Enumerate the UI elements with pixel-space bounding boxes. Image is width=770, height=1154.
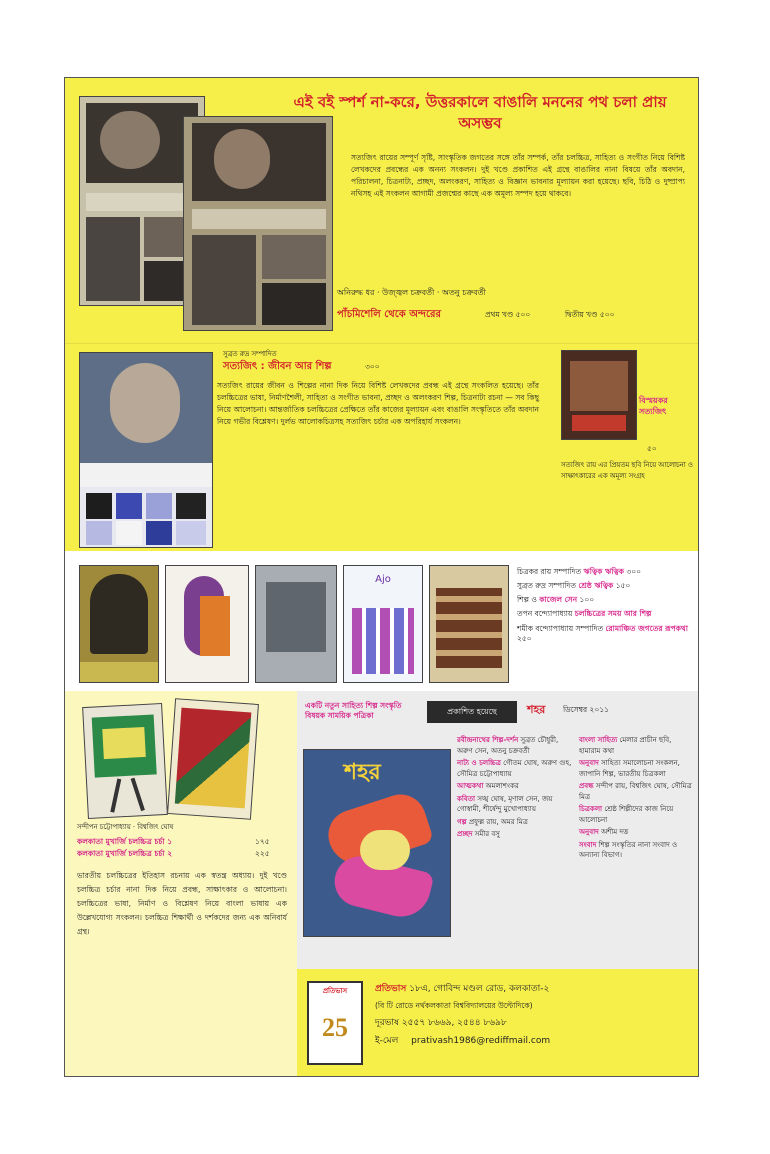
- email-label: ই-মেল: [375, 1036, 399, 1046]
- contents-heading: চিত্রকলা: [579, 805, 603, 813]
- ad5-magazine-name: শহর: [527, 703, 546, 716]
- ad4-price-one: ১৭৫: [255, 837, 270, 846]
- ad2-side-price: ৫০: [647, 444, 657, 453]
- list-item: [579, 758, 693, 779]
- contents-text: সুব্রত চৌধুরী, অরুণ সেন, অতনু চক্রবর্তী: [457, 736, 559, 755]
- email-link[interactable]: prativash1986@rediffmail.com: [411, 1036, 551, 1046]
- ad4-price-two: ২২৫: [255, 849, 270, 858]
- book-list-title: শ্রেষ্ঠ ঋত্বিক: [578, 581, 614, 591]
- publisher-name-text: প্রতিভাস: [375, 984, 407, 994]
- ad2-body: সত্যজিৎ রায়ের জীবন ও শিল্পের নানা দিক নিয়ে বিশিষ্ট লেখকদের প্রবন্ধ এই গ্রন্থে সংকলিত হয়েছে। তাঁর চলচ্চিত্রের ভাষা, নির্মাণশৈলী, সাহিত্য ও সংগীত ভাবনা, প্রচ্ছদ ও অলংকরণ শিল্প, চিত্রনাট্য রচনা — সব কিছু নিয়ে আলোচনা। আন্তর্জাতিক চলচ্চিত্রের প্রেক্ষিতে তাঁর কাজের মূল্যায়ন এবং বাঙালি সংস্কৃতিতে তাঁর অবদান নিয়ে গভীর বিশ্লেষণ। দুর্লভ আলোকচিত্রসহ সত্যজিৎ চর্চার এক অপরিহার্য সংকলন।: [217, 381, 539, 426]
- publisher-logo: [307, 981, 363, 1065]
- book-cover-bismoykor-satyajit: [561, 350, 637, 440]
- publisher-footer: [297, 969, 698, 1076]
- book-list-label: শিল্প ও: [517, 595, 537, 605]
- ad-chalachitra-charcha: [65, 691, 297, 1076]
- contents-heading: প্রচ্ছদ: [457, 830, 473, 838]
- ad5-badge: প্রকাশিত হয়েছে: [427, 701, 517, 723]
- contents-heading: নাট্য ও চলচ্চিত্র: [457, 759, 501, 767]
- ad1-headline: এই বই স্পর্শ না-করে, উত্তরকালে বাঙালি মননের পথ চলা প্রায় অসম্ভব: [293, 93, 667, 132]
- ad1-book-title: পাঁচমিশেলি থেকে অন্দরের: [337, 309, 441, 320]
- ad2-title: সত্যজিৎ : জীবন আর শিল্প: [223, 361, 332, 372]
- list-item: [517, 595, 693, 605]
- book-cover-charcha-one: [82, 703, 168, 819]
- book-list-price: ১০০: [579, 595, 595, 605]
- book-list-title: রোমাঞ্চিত জগতের রূপকথা: [605, 623, 688, 633]
- contents-text: সঙ্খ ঘোষ, মৃণাল সেন, জয় গোস্বামী, শীর্ষেন্দু মুখোপাধ্যায়: [457, 794, 553, 813]
- contents-text: সমীর বসু: [474, 830, 500, 838]
- ad1-volume-one-price: প্রথম খণ্ড ৫০০: [485, 310, 531, 319]
- list-item: [457, 781, 573, 792]
- book-cover-charcha-two: [167, 698, 259, 820]
- list-item: [457, 794, 573, 815]
- contents-text: অমলাশংকর: [485, 782, 519, 790]
- ad4-author-line: সন্দীপন চট্টোপাধ্যায় · বিশ্বজিৎ ঘোষ: [77, 823, 174, 831]
- ad2-price: ৩০০: [365, 362, 380, 371]
- publisher-landmark: (বি টি রোডে নর্থকলকাতা বিশ্ববিদ্যালয়ের উল্টোদিকে): [375, 1001, 533, 1010]
- list-item: [579, 735, 693, 756]
- book-list-label: শমীক বন্দ্যোপাধ্যায় সম্পাদিত: [517, 623, 604, 633]
- list-item: [517, 581, 693, 591]
- ad5-tagline: একটি নতুন সাহিত্য শিল্প সংস্কৃতি বিষয়ক সাময়িক পত্রিকা: [305, 701, 402, 721]
- ad5-contents-col2: [579, 735, 693, 863]
- list-item: [579, 827, 693, 838]
- list-item: [517, 609, 693, 619]
- ad2-side-title: বিস্ময়কর সত্যজিৎ: [639, 396, 668, 416]
- contents-heading: কবিতা: [457, 794, 476, 803]
- list-item: [579, 804, 693, 825]
- contents-text: শিল্প সংস্কৃতির নানা সংবাদ ও অন্যান্য বিভাগ।: [579, 840, 678, 859]
- contents-heading: গল্প: [457, 817, 467, 826]
- list-item: [517, 624, 693, 644]
- contents-text: গৌতম ঘোষ, অরুণ গুহ, সৌমিত্র চট্টোপাধ্যায়: [457, 759, 572, 778]
- ad-satyajit-volumes: [65, 78, 698, 343]
- book-list-price: ৩০০: [626, 567, 642, 576]
- contents-text: মেলার প্রাচীন ছবি, হামারাম কথা: [579, 736, 672, 755]
- magazine-cover-shahar: [303, 749, 451, 937]
- ad5-contents-col1: [457, 735, 573, 842]
- book-list-price: ২৫০: [517, 633, 532, 643]
- ad5-issue-date: ডিসেম্বর ২০১১: [563, 705, 610, 714]
- contents-text: প্রফুল্ল রায়, অমর মিত্র: [468, 817, 528, 826]
- list-item: [579, 781, 693, 802]
- contents-heading: সংবাদ: [579, 840, 597, 849]
- logo-text: প্রতিভাস: [322, 987, 348, 995]
- ad1-editors: অনিরুদ্ধ ধর · উজ্জ্বল চক্রবর্তী · অতনু চক্রবর্তী: [337, 288, 486, 297]
- contents-text: শ্রেষ্ঠ শিল্পীদের কাজ নিয়ে আলোচনা: [579, 805, 674, 824]
- book-list-label: চিত্রকর রায় সম্পাদিত: [517, 567, 582, 576]
- list-item: [517, 567, 693, 577]
- ad4-line-one: কলকাতা মুখার্জি চলচ্চিত্র চর্চা ১: [77, 837, 173, 846]
- ad3-book-list: [517, 567, 693, 648]
- contents-heading: আত্মকথা: [457, 782, 484, 790]
- ad2-side-text: সত্যজিৎ রায় এর প্রিয়তম ছবি নিয়ে আলোচনা ও সাক্ষাৎকারের এক অমূল্য সংগ্রহ: [561, 461, 693, 480]
- ad-ritwik-books: [65, 551, 698, 691]
- book-cover-chalachitra-somoy: [429, 565, 509, 683]
- ad1-body: সত্যজিৎ রায়ের সম্পূর্ণ সৃষ্টি, সাংস্কৃতিক জগতের সঙ্গে তাঁর সম্পর্ক, তাঁর চলচ্চিত্র, সাহিত্য ও সংগীত নিয়ে বিশিষ্ট লেখকদের প্রবন্ধের এক অনন্য সংকলন। দুই খণ্ডে প্রকাশিত এই গ্রন্থে বাঙালির নানা বিষয়ে তাঁর অবদান, পরিচালনা, চিত্রনাট্য, প্রচ্ছদ, অলংকরণ, সাহিত্য ও বিজ্ঞান ভাবনার মূল্যায়ন করা হয়েছে। ছবি, চিঠি ও দুষ্প্রাপ্য নথিসহ এই সংকলন আগামী প্রজন্মের কাছে এক অমূল্য সম্পদ হয়ে থাকবে।: [351, 153, 685, 198]
- publisher-email-row: [375, 1035, 550, 1047]
- list-item: [457, 817, 573, 828]
- advertisement-page: [64, 77, 699, 1077]
- publisher-address: ১৮এ, গোবিন্দ মণ্ডল রোড, কলকাতা-২: [409, 984, 550, 994]
- contents-heading: অনুবাদ: [579, 759, 599, 767]
- ad4-line-two: কলকাতা মুখার্জি চলচ্চিত্র চর্চা ২: [77, 849, 173, 858]
- book-cover-jiban-ar-shilpa: [79, 352, 213, 548]
- contents-heading: রবীন্দ্রনাথের শিল্প-দর্শন: [457, 736, 519, 744]
- ad-shahar-magazine: [297, 691, 698, 969]
- publisher-phone: দূরভাষ ২৫৫৭ ৮৬৬৯, ২৫৪৪ ৮৬৯৮: [375, 1018, 507, 1028]
- book-cover-ritwik-portrait: [165, 565, 249, 683]
- contents-heading: অনুবাদ: [579, 828, 599, 836]
- ad-jiban-ar-shilpa: [65, 343, 698, 552]
- magazine-cover-title: শহর: [344, 760, 381, 785]
- contents-text: সাহিত্য সমালোচনা সংকলন, জাপানি শিল্প, ভারতীয় চিত্রকলা: [579, 759, 680, 778]
- contents-text: অশীম দত্ত: [601, 828, 629, 836]
- book-list-label: তপন বন্দ্যোপাধ্যায়: [517, 609, 573, 619]
- book-cover-kajal-sen: Ajo: [343, 565, 423, 683]
- contents-heading: বাংলা সাহিত্য: [579, 736, 618, 744]
- book-cover-shreshtha-ritwik: [255, 565, 337, 683]
- contents-text: সন্দীপ রায়, বিশ্বজিৎ ঘোষ, সৌমিত্র মিত্র: [579, 782, 692, 801]
- list-item: [457, 758, 573, 779]
- book-cover-ritwik: [79, 565, 159, 683]
- contents-heading: প্রবন্ধ: [579, 782, 594, 790]
- logo-number: 25: [322, 1013, 348, 1042]
- book-list-title: কাজেল সেন: [539, 595, 578, 605]
- book-list-price: ১৫০: [615, 581, 631, 591]
- ad4-body: ভারতীয় চলচ্চিত্রের ইতিহাস রচনায় এক স্বতন্ত্র অধ্যায়। দুই খণ্ডে চলচ্চিত্র চর্চার নানা দিক নিয়ে প্রবন্ধ, সাক্ষাৎকার ও আলোচনা। চলচ্চিত্রের ভাষা, নির্মাণ ও বিশ্লেষণ নিয়ে বাংলা ভাষায় এক উল্লেখযোগ্য সংকলন। চলচ্চিত্র শিক্ষার্থী ও দর্শকদের জন্য এক অনিবার্য গ্রন্থ।: [77, 871, 287, 936]
- book-list-title: ঋত্বিক ঋত্বিক: [583, 567, 624, 576]
- list-item: [457, 829, 573, 840]
- book-list-title: চলচ্চিত্রের সময় আর শিল্প: [574, 609, 652, 619]
- list-item: [579, 840, 693, 861]
- book-cover-volume-two: [183, 116, 333, 331]
- book-list-label: সুব্রত রুদ্র সম্পাদিত: [517, 581, 576, 591]
- ad2-editor-line: সুব্রত রুদ্র সম্পাদিত: [223, 350, 277, 358]
- publisher-name: [375, 983, 549, 995]
- ad1-volume-two-price: দ্বিতীয় খণ্ড ৫০০: [565, 310, 615, 319]
- list-item: [457, 735, 573, 756]
